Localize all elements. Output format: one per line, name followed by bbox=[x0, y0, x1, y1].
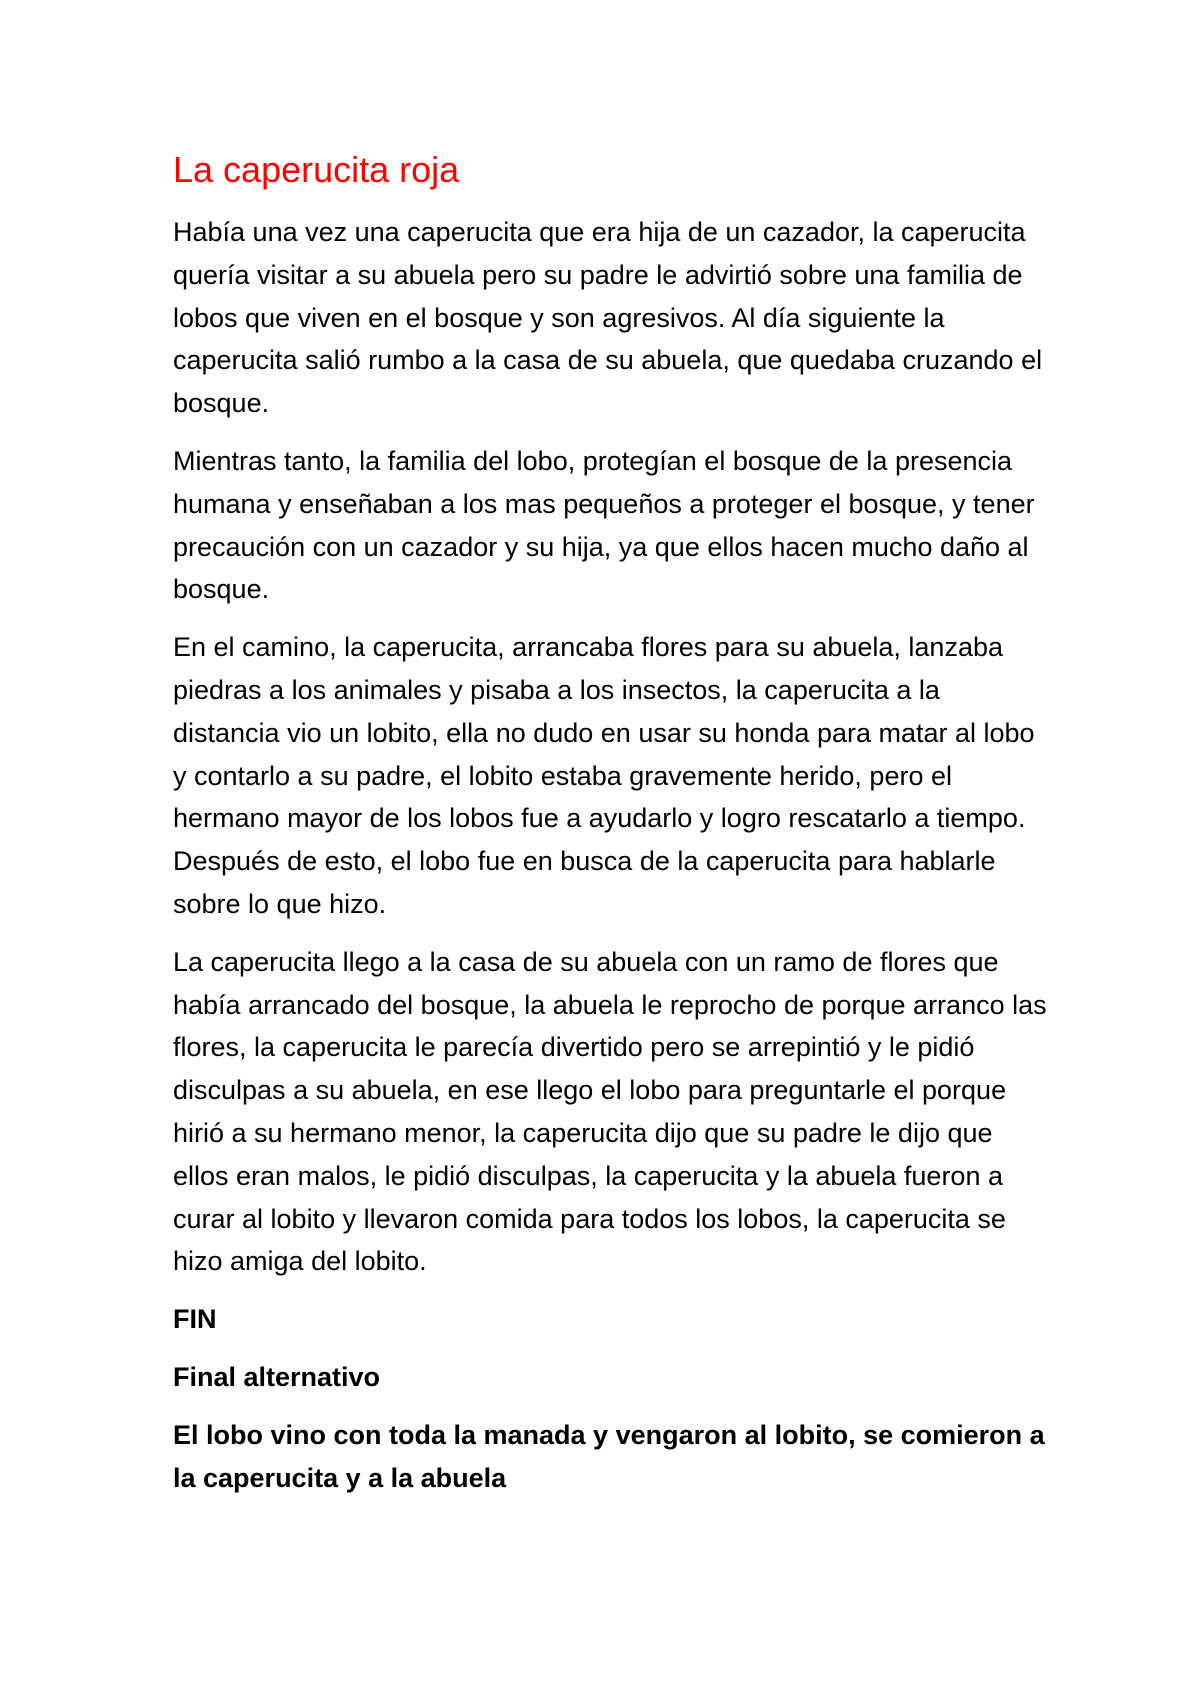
paragraph-2: Mientras tanto, la familia del lobo, protegían el bosque de la presencia humana y enseñaban a los mas pequeños a proteger el bosque, y tener precaución con un cazador y su hija, ya que ellos hacen mucho daño al bosque. bbox=[173, 445, 1035, 605]
alternative-ending-text: El lobo vino con toda la manada y vengaron al lobito, se comieron a la caperucita y a la abuela bbox=[173, 1419, 1045, 1493]
paragraph-1: Había una vez una caperucita que era hija de un cazador, la caperucita quería visitar a su abuela pero su padre le advirtió sobre una familia de lobos que viven en el bosque y son agresivos. Al día siguiente la caperucita salió rumbo a la casa de su abuela, que quedaba cruzando el bosque. bbox=[173, 217, 1043, 419]
fin-label: FIN bbox=[173, 1304, 217, 1335]
paragraph-4: La caperucita llego a la casa de su abuela con un ramo de flores que había arrancado del bosque, la abuela le reprocho de porque arranco las flores, la caperucita le parecía divertido pero se arrepintió y le pidió disculpas a su abuela, en ese llego el lobo para preguntarle el porque hirió a su hermano menor, la caperucita dijo que su padre le dijo que ellos eran malos, le pidió disculpas, la caperucita y la abuela fueron a curar al lobito y llevaron comida para todos los lobos, la caperucita se hizo amiga del lobito. bbox=[173, 946, 1047, 1277]
document-body bbox=[173, 148, 1053, 1514]
paragraph-3: En el camino, la caperucita, arrancaba flores para su abuela, lanzaba piedras a los animales y pisaba a los insectos, la caperucita a la distancia vio un lobito, ella no dudo en usar su honda para matar al lobo y contarlo a su padre, el lobito estaba gravemente herido, pero el hermano mayor de los lobos fue a ayudarlo y logro rescatarlo a tiempo. Después de esto, el lobo fue en busca de la caperucita para hablarle sobre lo que hizo. bbox=[173, 632, 1035, 919]
page-title: La caperucita roja bbox=[173, 149, 460, 190]
alternative-ending-heading: Final alternativo bbox=[173, 1361, 381, 1392]
